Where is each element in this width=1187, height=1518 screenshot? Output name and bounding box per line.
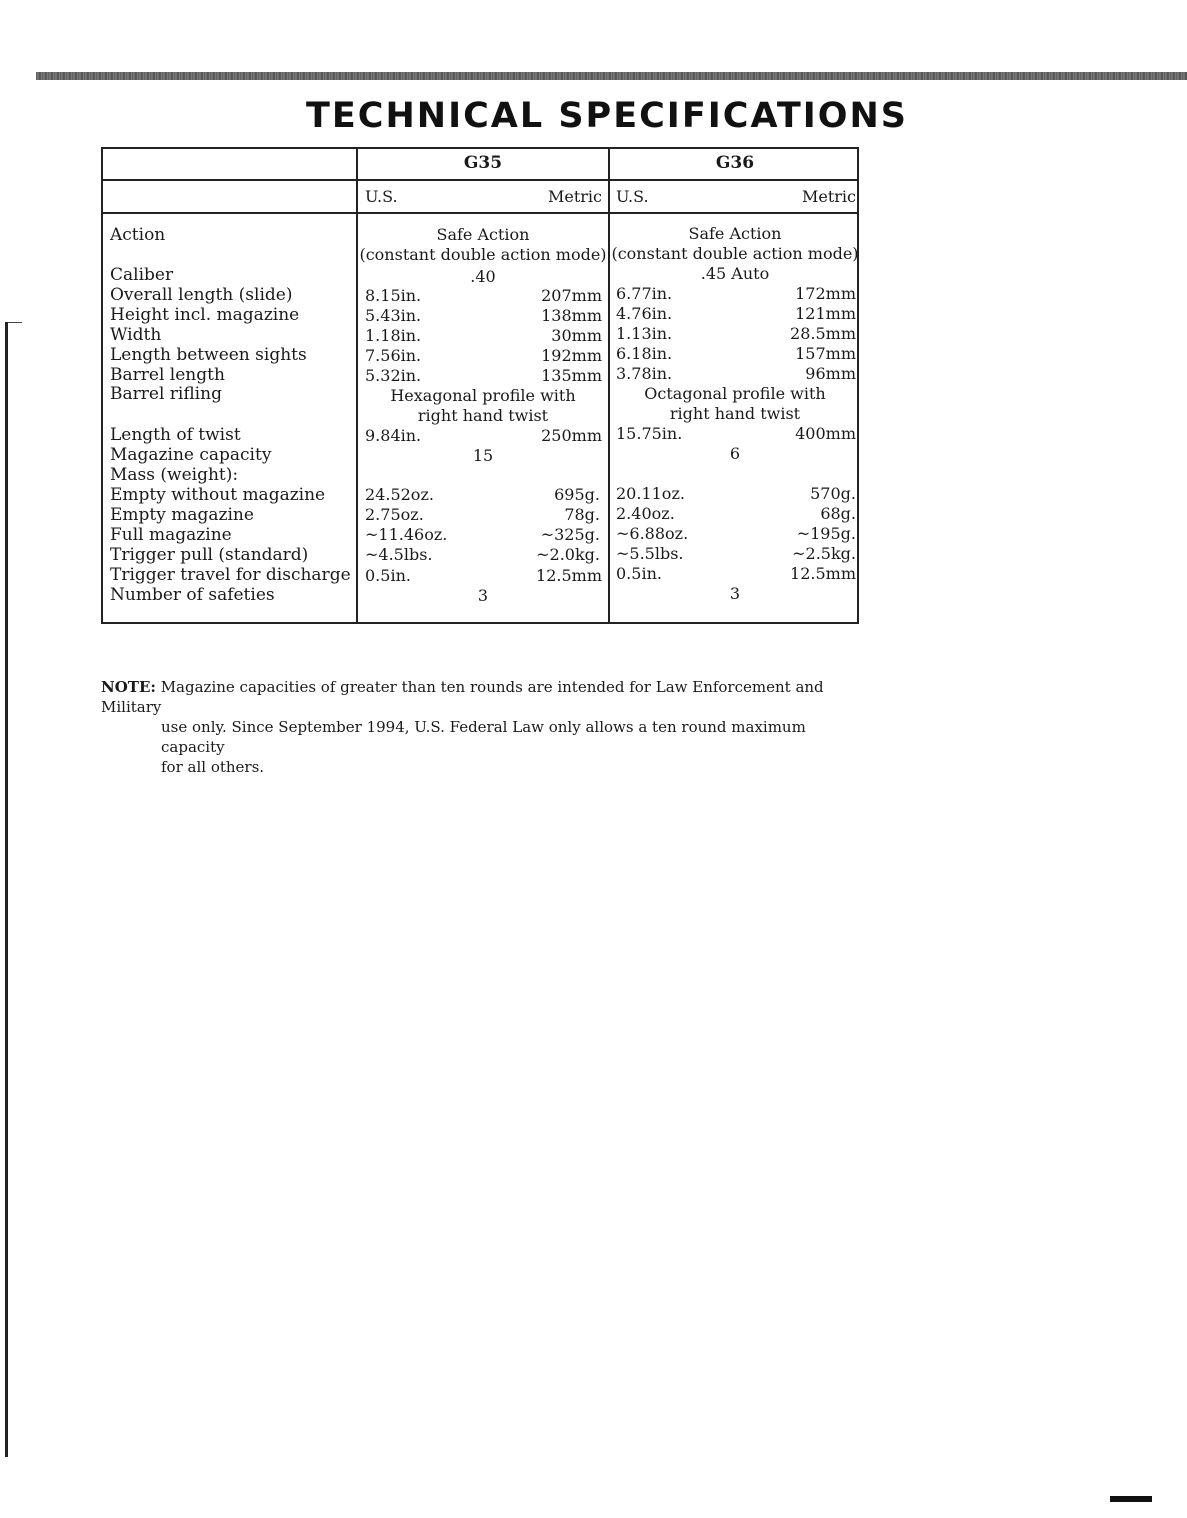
cell-g36-full-mag-us: ~6.88oz.: [616, 524, 689, 543]
cell-g36-twist-length-us: 15.75in.: [616, 424, 683, 443]
unit-metric-g35: Metric: [547, 187, 602, 206]
cell-g36-overall-length-metric: 172mm: [795, 284, 856, 303]
cell-g35-width-us: 1.18in.: [365, 326, 422, 345]
row-label-empty-mag: Empty magazine: [110, 505, 254, 525]
cell-g36-full-mag-metric: ~195g.: [796, 524, 856, 543]
cell-g35-trigger-travel-metric: 12.5mm: [536, 566, 602, 585]
cell-g36-trigger-pull-us: ~5.5lbs.: [616, 544, 684, 563]
cell-g35-mag-capacity: 15: [472, 446, 494, 465]
cell-g35-empty-no-mag-us: 24.52oz.: [365, 485, 434, 504]
note-line-1: Magazine capacities of greater than ten rounds are intended for Law Enforcement and Military: [101, 678, 824, 716]
page-edge-line: [5, 322, 8, 1457]
row-label-full-mag: Full magazine: [110, 525, 232, 545]
cell-g36-height-us: 4.76in.: [616, 304, 673, 323]
cell-g36-trigger-pull-metric: ~2.5kg.: [792, 544, 856, 563]
cell-g35-barrel-rifling: Hexagonal profile with: [390, 386, 576, 405]
cell-g36-sight-length-us: 6.18in.: [616, 344, 673, 363]
cell-g35-trigger-travel-us: 0.5in.: [365, 566, 411, 585]
cell-g36-empty-mag-metric: 68g.: [820, 504, 856, 523]
cell-g35-width-metric: 30mm: [551, 326, 602, 345]
cell-g36-sight-length-metric: 157mm: [795, 344, 856, 363]
header-divider: [103, 179, 857, 181]
note-label: NOTE:: [101, 678, 156, 696]
cell-g35-overall-length-metric: 207mm: [541, 286, 602, 305]
row-label-height: Height incl. magazine: [110, 305, 300, 325]
note-line-3: for all others.: [161, 758, 265, 776]
cell-g35-caliber: .40: [470, 267, 496, 286]
cell-g36-width-us: 1.13in.: [616, 324, 673, 343]
row-label-safeties: Number of safeties: [110, 585, 275, 605]
cell-g36-trigger-travel-metric: 12.5mm: [790, 564, 856, 583]
row-label-trigger-pull: Trigger pull (standard): [110, 545, 309, 565]
page-corner-mark: [1110, 1496, 1152, 1502]
cell-g36-overall-length-us: 6.77in.: [616, 284, 673, 303]
cell-g36-rifling-twist: right hand twist: [669, 404, 801, 423]
row-label-caliber: Caliber: [110, 265, 174, 285]
cell-g35-rifling-twist: right hand twist: [417, 406, 549, 425]
row-label-width: Width: [110, 325, 162, 345]
cell-g35-full-mag-us: ~11.46oz.: [365, 525, 448, 544]
cell-g35-action: Safe Action: [436, 225, 530, 244]
cell-g36-height-metric: 121mm: [795, 304, 856, 323]
cell-g36-mag-capacity: 6: [729, 444, 741, 463]
cell-g36-barrel-rifling: Octagonal profile with: [644, 384, 826, 403]
header-divider: [103, 212, 857, 214]
unit-metric-g36: Metric: [801, 187, 856, 206]
spec-table: [101, 147, 859, 624]
cell-g36-action-mode: (constant double action mode): [611, 244, 859, 263]
cell-g35-sight-length-metric: 192mm: [541, 346, 602, 365]
row-label-overall-length: Overall length (slide): [110, 285, 293, 305]
cell-g35-barrel-length-us: 5.32in.: [365, 366, 422, 385]
cell-g36-action: Safe Action: [688, 224, 782, 243]
cell-g36-barrel-length-us: 3.78in.: [616, 364, 673, 383]
cell-g35-action-mode: (constant double action mode): [359, 245, 607, 264]
cell-g36-caliber: .45 Auto: [700, 264, 770, 283]
unit-us-g35: U.S.: [365, 187, 398, 206]
cell-g35-overall-length-us: 8.15in.: [365, 286, 422, 305]
cell-g36-twist-length-metric: 400mm: [795, 424, 856, 443]
note: [101, 677, 863, 777]
cell-g36-safeties: 3: [729, 584, 741, 603]
row-label-trigger-travel: Trigger travel for discharge: [110, 565, 351, 585]
model-header-g35: G35: [463, 153, 503, 173]
page-edge-tick: [8, 322, 22, 323]
cell-g35-sight-length-us: 7.56in.: [365, 346, 422, 365]
cell-g35-height-metric: 138mm: [541, 306, 602, 325]
row-label-barrel-length: Barrel length: [110, 365, 225, 385]
row-label-empty-no-mag: Empty without magazine: [110, 485, 326, 505]
cell-g36-barrel-length-metric: 96mm: [805, 364, 856, 383]
cell-g36-trigger-travel-us: 0.5in.: [616, 564, 662, 583]
unit-us-g36: U.S.: [616, 187, 649, 206]
page-title: TECHNICAL SPECIFICATIONS: [306, 96, 908, 136]
cell-g35-empty-mag-us: 2.75oz.: [365, 505, 424, 524]
cell-g35-height-us: 5.43in.: [365, 306, 422, 325]
note-line-2: use only. Since September 1994, U.S. Federal Law only allows a ten round maximum capacity: [161, 718, 806, 756]
cell-g35-barrel-length-metric: 135mm: [541, 366, 602, 385]
cell-g35-safeties: 3: [477, 586, 489, 605]
row-label-mass: Mass (weight):: [110, 465, 239, 485]
cell-g35-trigger-pull-metric: ~2.0kg.: [536, 545, 600, 564]
cell-g35-empty-no-mag-metric: 695g.: [554, 485, 600, 504]
row-label-mag-capacity: Magazine capacity: [110, 445, 272, 465]
cell-g36-empty-no-mag-metric: 570g.: [810, 484, 856, 503]
cell-g36-empty-mag-us: 2.40oz.: [616, 504, 675, 523]
cell-g35-empty-mag-metric: 78g.: [564, 505, 600, 524]
cell-g35-twist-length-metric: 250mm: [541, 426, 602, 445]
model-header-g36: G36: [715, 153, 755, 173]
top-rule: [36, 72, 1187, 80]
cell-g35-full-mag-metric: ~325g.: [540, 525, 600, 544]
row-label-twist-length: Length of twist: [110, 425, 241, 445]
cell-g36-width-metric: 28.5mm: [790, 324, 856, 343]
cell-g36-empty-no-mag-us: 20.11oz.: [616, 484, 685, 503]
cell-g35-trigger-pull-us: ~4.5lbs.: [365, 545, 433, 564]
row-label-action: Action: [110, 225, 166, 245]
row-label-sight-length: Length between sights: [110, 345, 307, 365]
cell-g35-twist-length-us: 9.84in.: [365, 426, 422, 445]
row-label-barrel-rifling: Barrel rifling: [110, 384, 222, 404]
